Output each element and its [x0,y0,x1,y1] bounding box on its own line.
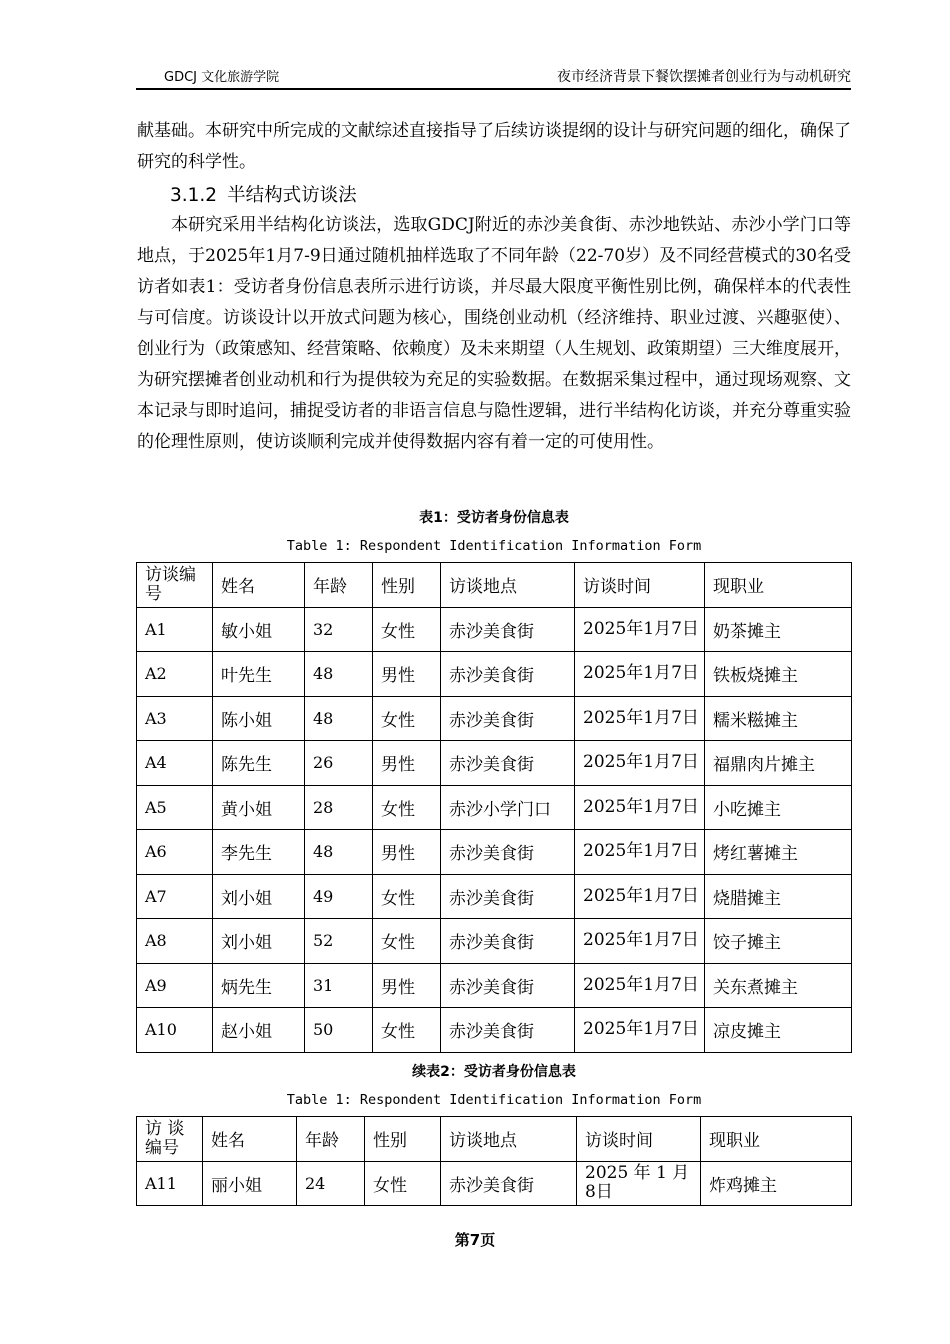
table-cell: 2025年1月7日 [575,1008,705,1053]
table-cell: 赤沙美食街 [441,1161,577,1206]
section-title: 半结构式访谈法 [227,185,357,206]
table-cell: 赤沙美食街 [441,830,575,875]
table-cell: 26 [305,741,373,786]
section-number: 3.1.2 [170,185,218,206]
header-cell: 访谈时间 [577,1117,701,1162]
table-cell: A4 [137,741,213,786]
table-row [137,963,852,1008]
table-cell: 女性 [373,696,441,741]
table-cell: 饺子摊主 [705,919,852,964]
respondent-table [136,562,852,1053]
table-cell: 糯米糍摊主 [705,696,852,741]
table-cell: 男性 [373,741,441,786]
table-cell: 陈小姐 [213,696,305,741]
table-cell: 28 [305,785,373,830]
respondent-table-continued-body [137,1117,852,1206]
table-cell: A11 [137,1161,203,1206]
table-cell: 2025年1月7日 [575,741,705,786]
table-cell: A10 [137,1008,213,1053]
table-cell: 2025年1月7日 [575,652,705,697]
table-cell: 52 [305,919,373,964]
table-cell: 2025年1月7日 [575,874,705,919]
table-row [137,919,852,964]
header-cell: 现职业 [701,1117,852,1162]
table-cell: 黄小姐 [213,785,305,830]
table-cell: 女性 [373,919,441,964]
header-cell: 年龄 [305,563,373,608]
table-cell: 女性 [373,874,441,919]
table-cell: A6 [137,830,213,875]
table-cell: A3 [137,696,213,741]
table-cell: 2025年1月7日 [575,963,705,1008]
table-header-row [137,563,852,608]
header-cell: 姓名 [213,563,305,608]
header-cell: 访谈地点 [441,563,575,608]
table-cell: 小吃摊主 [705,785,852,830]
table-cell: 49 [305,874,373,919]
header-cell: 访谈编号 [137,563,213,608]
header-cell: 访 谈编号 [137,1117,203,1162]
table-cell: 女性 [373,607,441,652]
table-cell: 2025年1月7日 [575,830,705,875]
table-cell: 烧腊摊主 [705,874,852,919]
table-cell: 赤沙美食街 [441,741,575,786]
table-cell: 女性 [373,785,441,830]
header-cell: 性别 [365,1117,441,1162]
header-paper-title: 夜市经济背景下餐饮摆摊者创业行为与动机研究 [557,69,851,85]
table-cell: 凉皮摊主 [705,1008,852,1053]
table-cell: 敏小姐 [213,607,305,652]
table1-caption-en: Table 1: Respondent Identification Information Form [286,538,702,554]
section-heading [170,181,357,207]
header-cell: 性别 [373,563,441,608]
table-cell: A7 [137,874,213,919]
table-cell: 奶茶摊主 [705,607,852,652]
table-cell: A5 [137,785,213,830]
table-cell: A8 [137,919,213,964]
table-cell: 刘小姐 [213,874,305,919]
table-header-row [137,1117,852,1162]
table-cell: 炳先生 [213,963,305,1008]
table-cell: 48 [305,652,373,697]
header-divider [136,88,851,90]
body-paragraph: 本研究采用半结构化访谈法，选取GDCJ附近的赤沙美食街、赤沙地铁站、赤沙小学门口等地点，于2025年1月7-9日通过随机抽样选取了不同年龄（22-70岁）及不同经营模式的30名受访者如表1：受访者身份信息表所示进行访谈，并尽最大限度平衡性别比例，确保样本的代表性与可信度。访谈设计以开放式问题为核心，围绕创业动机（经济维持、职业过渡、兴趣驱使）、创业行为（政策感知、经营策略、依赖度）及未来期望（人生规划、政策期望）三大维度展开，为研究摆摊者创业动机和行为提供较为充足的实验数据。在数据采集过程中，通过现场观察、文本记录与即时追问，捕捉受访者的非语言信息与隐性逻辑，进行半结构化访谈，并充分尊重实验的伦理性原则，使访谈顺利完成并使得数据内容有着一定的可使用性。 [137,215,851,452]
table-row [137,696,852,741]
table-row [137,830,852,875]
header-cell: 姓名 [203,1117,297,1162]
table-cell: 烤红薯摊主 [705,830,852,875]
table-cell: 陈先生 [213,741,305,786]
table-cell: 2025年1月7日 [575,696,705,741]
table-cell: 赤沙美食街 [441,963,575,1008]
header-cell: 访谈地点 [441,1117,577,1162]
table-cell: 男性 [373,830,441,875]
table-row [137,741,852,786]
table-cell: 赤沙小学门口 [441,785,575,830]
table-cell: 刘小姐 [213,919,305,964]
table-cell: 2025年1月7日 [575,919,705,964]
table-row [137,1008,852,1053]
table-cell: 铁板烧摊主 [705,652,852,697]
table-cell: 丽小姐 [203,1161,297,1206]
table-row [137,785,852,830]
table-row [137,607,852,652]
table-cell: 2025年1月7日 [575,785,705,830]
table-cell: 叶先生 [213,652,305,697]
header-institution: GDCJ 文化旅游学院 [164,70,280,85]
table-cell: 关东煮摊主 [705,963,852,1008]
table-cell: 赤沙美食街 [441,607,575,652]
table-cell: 赤沙美食街 [441,919,575,964]
table-cell: 32 [305,607,373,652]
table-cell: 女性 [373,1008,441,1053]
header-cell: 现职业 [705,563,852,608]
table-row [137,1161,852,1206]
table-cell: 李先生 [213,830,305,875]
table-cell: 赤沙美食街 [441,696,575,741]
table-cell: 男性 [373,963,441,1008]
table-row [137,652,852,697]
table-cell: 赤沙美食街 [441,652,575,697]
header-cell: 访谈时间 [575,563,705,608]
table-cell: A9 [137,963,213,1008]
table-cell: 2025年1月7日 [575,607,705,652]
table-cell: 赤沙美食街 [441,1008,575,1053]
intro-paragraph: 献基础。本研究中所完成的文献综述直接指导了后续访谈提纲的设计与研究问题的细化，确保了研究的科学性。 [137,121,851,172]
table-cell: 48 [305,830,373,875]
respondent-table-continued [136,1116,852,1206]
header-cell: 年龄 [297,1117,365,1162]
table-cell: A1 [137,607,213,652]
table-cell: 女性 [365,1161,441,1206]
table-cell: 炸鸡摊主 [701,1161,852,1206]
table-cell: A2 [137,652,213,697]
table1-caption-cn: 表1：受访者身份信息表 [419,510,569,526]
table-cell: 48 [305,696,373,741]
table-cell: 赤沙美食街 [441,874,575,919]
table-cell: 31 [305,963,373,1008]
table2-caption-en: Table 1: Respondent Identification Information Form [286,1092,702,1108]
table-cell: 男性 [373,652,441,697]
table-cell: 赵小姐 [213,1008,305,1053]
table-row [137,874,852,919]
respondent-table-body [137,563,852,1053]
table-cell: 24 [297,1161,365,1206]
table-cell: 2025 年 1 月 8日 [577,1161,701,1206]
table2-caption-cn: 续表2：受访者身份信息表 [412,1064,576,1080]
table-cell: 福鼎肉片摊主 [705,741,852,786]
page-number: 第7页 [454,1231,496,1249]
table-cell: 50 [305,1008,373,1053]
